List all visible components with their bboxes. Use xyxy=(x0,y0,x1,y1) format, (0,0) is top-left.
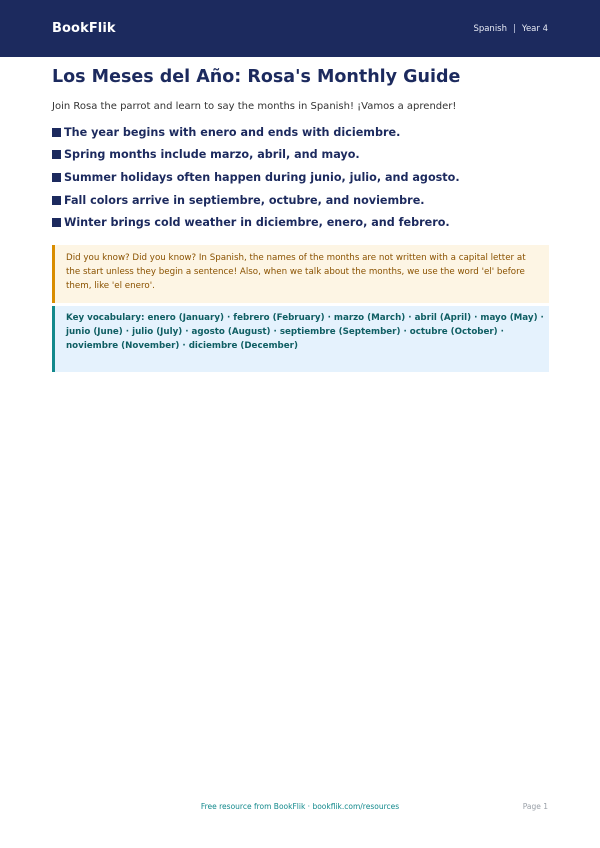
page-number: Page 1 xyxy=(522,802,548,811)
square-bullet-icon xyxy=(52,196,61,205)
square-bullet-icon xyxy=(52,218,61,227)
square-bullet-icon xyxy=(52,173,61,182)
page-header xyxy=(0,0,600,57)
bullet-list xyxy=(52,121,549,234)
list-item-text: Spring months include marzo, abril, and mayo. xyxy=(64,148,360,162)
intro-text: Join Rosa the parrot and learn to say the months in Spanish! ¡Vamos a aprender! xyxy=(52,101,457,112)
meta-separator: | xyxy=(513,23,516,34)
main-content xyxy=(52,66,549,372)
list-item-text: Fall colors arrive in septiembre, octubre, and noviembre. xyxy=(64,193,425,207)
list-item-text: Summer holidays often happen during junio, julio, and agosto. xyxy=(64,170,460,184)
header-meta xyxy=(473,24,548,34)
list-item xyxy=(52,211,549,234)
list-item xyxy=(52,166,549,189)
key-vocabulary-box: Key vocabulary: enero (January) · febrero (February) · marzo (March) · abril (April) · mayo (May) · junio (June) · julio (July) · agosto (August) · septiembre (September) · octubre (October) · noviembre (November) · diciembre (December) xyxy=(52,306,549,372)
list-item xyxy=(52,121,549,144)
list-item-text: The year begins with enero and ends with diciembre. xyxy=(64,125,401,139)
square-bullet-icon xyxy=(52,128,61,137)
page-footer xyxy=(0,801,600,815)
did-you-know-callout: Did you know? Did you know? In Spanish, the names of the months are not written with a capital letter at the start unless they begin a sentence! Also, when we talk about the months, we use the word 'el' before them, like 'el enero'. xyxy=(52,245,549,303)
footer-link[interactable]: Free resource from BookFlik · bookflik.com/resources xyxy=(200,802,400,811)
list-item-text: Winter brings cold weather in diciembre, enero, and febrero. xyxy=(64,216,450,230)
level-label: Year 4 xyxy=(521,23,548,34)
page-title: Los Meses del Año: Rosa's Monthly Guide xyxy=(52,67,461,87)
brand-logo: BookFlik xyxy=(52,21,116,36)
subject-label: Spanish xyxy=(473,23,508,34)
list-item xyxy=(52,189,549,212)
list-item xyxy=(52,144,549,167)
square-bullet-icon xyxy=(52,150,61,159)
